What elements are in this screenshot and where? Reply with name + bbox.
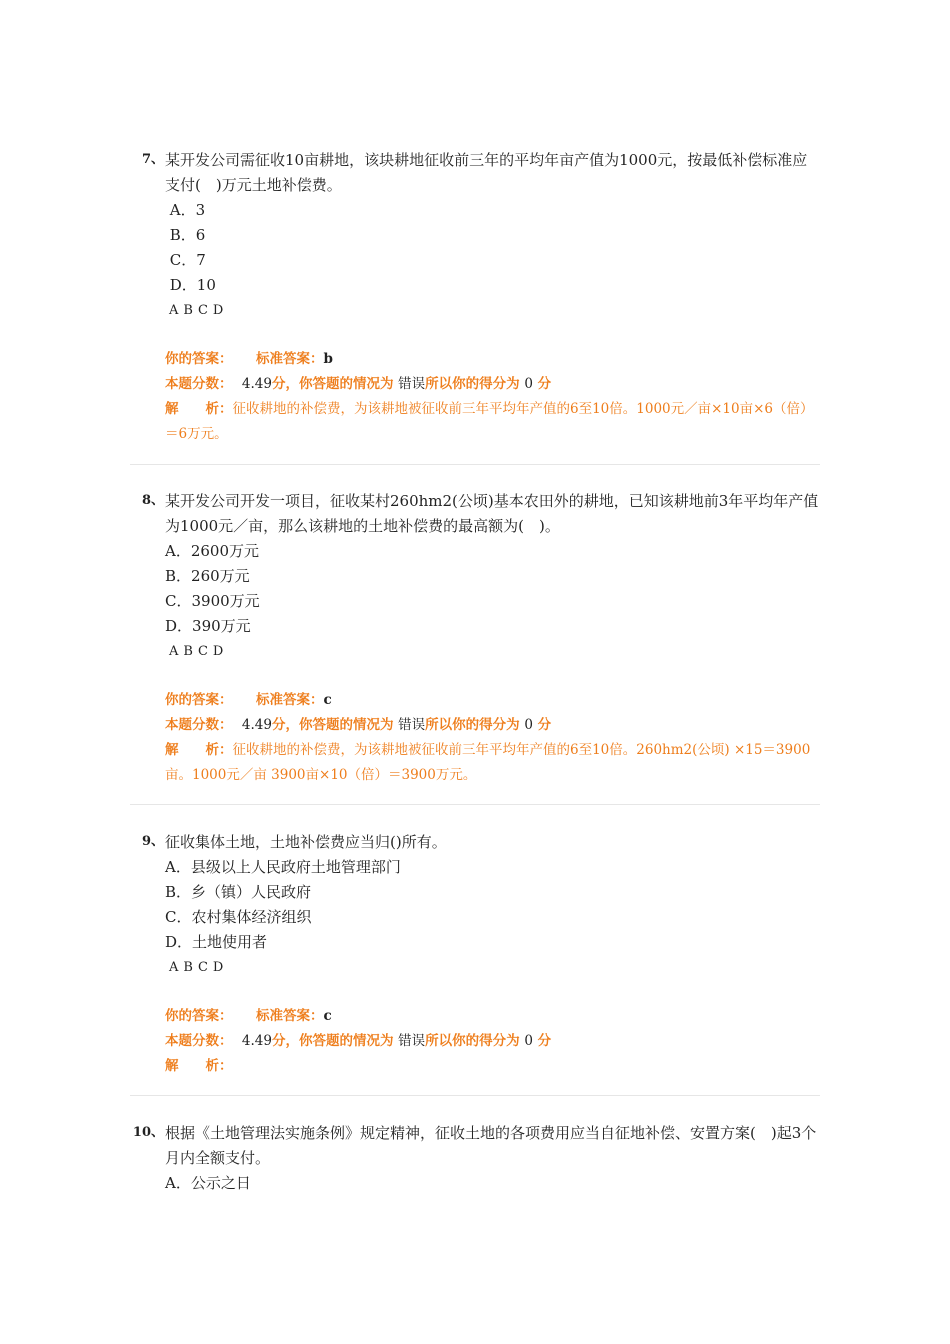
answer-line (165, 347, 820, 372)
standard-answer-label: 标准答案： (256, 351, 324, 367)
choice-d[interactable]: D (212, 303, 225, 318)
option-b[interactable]: B．6 (165, 226, 206, 244)
question-number: 8、 (141, 493, 164, 508)
status-text: 错误 (398, 1033, 426, 1049)
divider (130, 464, 820, 465)
option-c[interactable]: C．7 (165, 251, 206, 269)
answer-line (165, 1004, 820, 1029)
option-c[interactable]: C．3900万元 (165, 592, 260, 610)
question-7 (130, 148, 820, 447)
choice-d[interactable]: D (212, 644, 225, 659)
score-label: 本题分数： (165, 376, 233, 392)
question-text: 某开发公司需征收10亩耕地，该块耕地征收前三年的平均年亩产值为1000元，按最低补偿标准应支付( )万元土地补偿费。 (165, 151, 808, 194)
score-value: 4.49 (241, 1033, 272, 1049)
choice-c[interactable]: C (197, 644, 209, 659)
result-unit: 分 (537, 376, 552, 392)
choice-b[interactable]: B (183, 644, 194, 659)
status-text: 错误 (398, 717, 426, 733)
analysis-text: 征收耕地的补偿费，为该耕地被征收前三年平均年产值的6至10倍。260hm2(公顷) ×15＝3900亩。1000元／亩 3900亩×10（倍）＝3900万元。 (165, 742, 811, 783)
answer-choices (165, 298, 820, 323)
result-text: 所以你的得分为 (425, 717, 520, 733)
choice-b[interactable]: B (183, 960, 194, 975)
divider (130, 1095, 820, 1096)
your-answer-label: 你的答案： (165, 692, 233, 708)
result-text: 所以你的得分为 (425, 376, 520, 392)
analysis-label: 解 析： (165, 1058, 233, 1074)
divider (130, 804, 820, 805)
standard-answer-value: c (323, 692, 332, 708)
result-score: 0 (524, 376, 533, 392)
your-answer-label: 你的答案： (165, 351, 233, 367)
your-answer-label: 你的答案： (165, 1008, 233, 1024)
choice-a[interactable]: A (169, 644, 180, 659)
option-b[interactable]: B．260万元 (165, 567, 250, 585)
option-a[interactable]: A．2600万元 (165, 542, 260, 560)
result-unit: 分 (537, 717, 552, 733)
analysis (165, 397, 820, 447)
score-line (165, 372, 820, 397)
option-d[interactable]: D．390万元 (165, 617, 251, 635)
choice-c[interactable]: C (197, 960, 209, 975)
choice-a[interactable]: A (169, 960, 180, 975)
result-unit: 分 (537, 1033, 552, 1049)
option-d[interactable]: D．土地使用者 (165, 933, 268, 951)
option-c[interactable]: C．农村集体经济组织 (165, 908, 312, 926)
question-9 (130, 830, 820, 1079)
result-score: 0 (524, 1033, 533, 1049)
choice-b[interactable]: B (183, 303, 194, 318)
result-text: 所以你的得分为 (425, 1033, 520, 1049)
option-d[interactable]: D．10 (165, 276, 216, 294)
standard-answer-label: 标准答案： (256, 1008, 324, 1024)
score-line (165, 1029, 820, 1054)
score-tail: 分，你答题的情况为 (271, 1033, 394, 1049)
question-text: 根据《土地管理法实施条例》规定精神，征收土地的各项费用应当自征地补偿、安置方案( )起3个月内全额支付。 (165, 1124, 817, 1167)
analysis-label: 解 析： (165, 742, 233, 758)
choice-d[interactable]: D (212, 960, 225, 975)
score-tail: 分，你答题的情况为 (271, 717, 394, 733)
answer-choices (165, 955, 820, 980)
score-value: 4.49 (241, 376, 272, 392)
analysis-label: 解 析： (165, 401, 233, 417)
score-label: 本题分数： (165, 717, 233, 733)
score-label: 本题分数： (165, 1033, 233, 1049)
answer-line (165, 688, 820, 713)
choice-c[interactable]: C (197, 303, 209, 318)
question-number: 7、 (141, 152, 164, 167)
standard-answer-label: 标准答案： (256, 692, 324, 708)
standard-answer-value: c (323, 1008, 332, 1024)
result-score: 0 (524, 717, 533, 733)
choice-a[interactable]: A (169, 303, 180, 318)
question-text: 某开发公司开发一项目，征收某村260hm2(公顷)基本农田外的耕地，已知该耕地前3年平均年产值为1000元／亩，那么该耕地的土地补偿费的最高额为( )。 (165, 492, 819, 535)
option-a[interactable]: A．公示之日 (165, 1174, 251, 1192)
status-text: 错误 (398, 376, 426, 392)
score-tail: 分，你答题的情况为 (271, 376, 394, 392)
option-b[interactable]: B．乡（镇）人民政府 (165, 883, 312, 901)
analysis (165, 738, 820, 788)
option-a[interactable]: A．县级以上人民政府土地管理部门 (165, 858, 401, 876)
standard-answer-value: b (323, 351, 333, 367)
answer-choices (165, 639, 820, 664)
score-value: 4.49 (241, 717, 272, 733)
question-number: 9、 (141, 834, 164, 849)
question-8 (130, 489, 820, 788)
option-a[interactable]: A．3 (165, 201, 206, 219)
question-number: 10、 (132, 1125, 164, 1140)
score-line (165, 713, 820, 738)
question-text: 征收集体土地，土地补偿费应当归()所有。 (165, 833, 447, 851)
question-10 (130, 1121, 820, 1196)
analysis-text: 征收耕地的补偿费，为该耕地被征收前三年平均年产值的6至10倍。1000元／亩×10亩×6（倍）＝6万元。 (165, 401, 814, 442)
analysis (165, 1054, 820, 1079)
